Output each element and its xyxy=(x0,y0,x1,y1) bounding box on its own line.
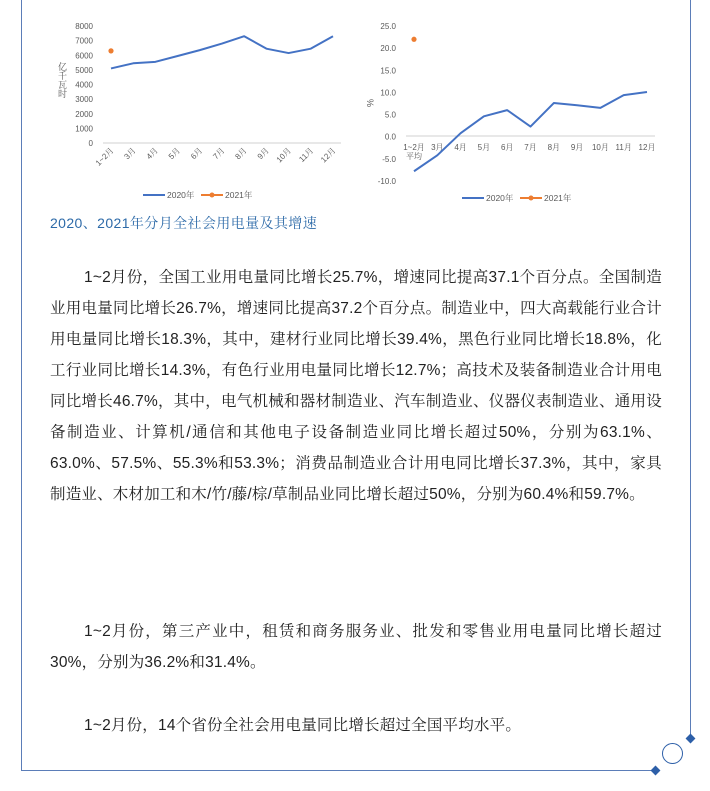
x-tick-label: 7月 xyxy=(211,146,227,162)
frame-right-border xyxy=(690,0,691,735)
series-point-1 xyxy=(411,37,416,42)
y-tick-label: 2000 xyxy=(75,109,93,119)
x-tick-label xyxy=(524,143,536,152)
x-tick-label: 4月 xyxy=(144,146,160,162)
bottom-diamond-icon xyxy=(651,766,661,776)
x-tick-label xyxy=(616,143,632,152)
paragraph-industrial xyxy=(50,262,662,510)
x-tick-label xyxy=(501,143,513,152)
y-tick-label: 8000 xyxy=(75,22,93,31)
y-axis-label: % xyxy=(365,99,375,108)
top-diamond-icon xyxy=(686,734,696,744)
x-tick-label-line: 7月 xyxy=(524,143,537,152)
growth-rate-chart xyxy=(360,16,680,212)
y-tick-label: 5.0 xyxy=(384,110,396,120)
x-tick-label: 3月 xyxy=(122,146,138,162)
x-tick-label-line: 平均 xyxy=(406,152,422,161)
x-tick-label: 10月 xyxy=(274,146,294,165)
y-tick-label: 25.0 xyxy=(380,22,396,31)
x-tick-label-line: 6月 xyxy=(500,143,514,152)
x-tick-label xyxy=(571,143,583,152)
electricity-consumption-chart xyxy=(40,10,370,210)
y-tick-label: 3000 xyxy=(75,95,93,105)
y-tick-label: 0 xyxy=(88,139,93,148)
circle-icon xyxy=(662,743,683,764)
y-tick-label: 15.0 xyxy=(380,66,396,76)
legend-label-0: 2020年 xyxy=(167,190,195,200)
x-tick-label: 5月 xyxy=(166,146,183,162)
paragraph-1-text: 1~2月份，全国工业用电量同比增长25.7%，增速同比提高37.1个百分点。全国制造业用电量同比增长26.7%，增速同比提高37.2个百分点。制造业中，四大高载能行业合计用电量同比增长18.3%，其中，建材行业同比增长39.4%，黑色行业同比增长18.8%，化工行业同比增长14.3%，有色行业用电量同比增长12.7%；高技术及装备制造业合计用电同比增长46.7%，其中，电气机械和器材制造业、汽车制造业、仪器仪表制造业、通用设备制造业、计算机/通信和其他电子设备制造业同比增长超过50%，分别为63.1%、63.0%、57.5%、55.3%和53.3%；消费品制造业合计用电同比增长37.3%，其中，家具制造业、木材加工和木/竹/藤/棕/草制品业同比增长超过50%，分别为60.4%和59.7%。 xyxy=(50,269,662,503)
y-tick-label: 5000 xyxy=(75,65,93,75)
legend-marker-1 xyxy=(529,196,534,201)
x-tick-label-line: 10月 xyxy=(591,143,609,152)
y-tick-label: 7000 xyxy=(75,36,93,46)
y-tick-label: 0.0 xyxy=(384,132,396,142)
x-tick-label-line: 4月 xyxy=(454,143,467,152)
x-tick-label: 1~2月 xyxy=(93,146,116,168)
x-tick-label: 11月 xyxy=(297,146,316,164)
y-axis-label: 亿千瓦时 xyxy=(57,62,67,98)
x-tick-label: 12月 xyxy=(319,146,338,165)
x-tick-label-line: 9月 xyxy=(570,143,584,152)
x-tick-label: 6月 xyxy=(189,146,205,162)
x-tick-label-line: 5月 xyxy=(477,143,491,152)
y-tick-label: -10.0 xyxy=(377,177,396,186)
frame-left-border xyxy=(21,0,22,771)
x-tick-label-line: 1~2月 xyxy=(403,143,425,152)
legend-label-0: 2020年 xyxy=(486,193,514,203)
x-tick-label-line: 3月 xyxy=(431,143,444,152)
x-tick-label xyxy=(548,143,560,152)
y-tick-label: 10.0 xyxy=(380,88,396,98)
y-tick-label: -5.0 xyxy=(382,154,396,164)
x-tick-label xyxy=(454,143,466,152)
legend-marker-1 xyxy=(210,193,215,198)
y-tick-label: 20.0 xyxy=(380,44,396,54)
x-tick-label-line: 8月 xyxy=(547,143,561,152)
paragraph-3-text: 1~2月份，14个省份全社会用电量同比增长超过全国平均水平。 xyxy=(84,717,522,734)
frame-bottom-border xyxy=(21,770,656,771)
legend-label-1: 2021年 xyxy=(225,190,253,200)
x-tick-label: 9月 xyxy=(255,146,271,162)
y-tick-label: 1000 xyxy=(75,124,93,134)
paragraph-provinces xyxy=(50,710,662,741)
series-point-1 xyxy=(108,48,113,53)
paragraph-2-text: 1~2月份，第三产业中，租赁和商务服务业、批发和零售业用电量同比增长超过30%，分别为36.2%和31.4%。 xyxy=(50,623,662,671)
paragraph-tertiary xyxy=(50,616,662,678)
legend-label-1: 2021年 xyxy=(544,193,572,203)
series-line-0 xyxy=(111,36,333,68)
x-tick-label: 8月 xyxy=(233,146,249,162)
x-tick-label-line: 12月 xyxy=(638,143,656,152)
series-line-0 xyxy=(414,92,647,171)
x-tick-label xyxy=(478,143,490,152)
x-tick-label-line: 11月 xyxy=(615,143,632,152)
y-tick-label: 6000 xyxy=(75,51,93,61)
x-tick-label xyxy=(403,143,425,161)
chart-caption: 2020、2021年分月全社会用电量及其增速 xyxy=(50,215,318,231)
y-tick-label: 4000 xyxy=(75,80,93,90)
x-tick-label xyxy=(592,143,609,152)
x-tick-label xyxy=(639,143,656,152)
